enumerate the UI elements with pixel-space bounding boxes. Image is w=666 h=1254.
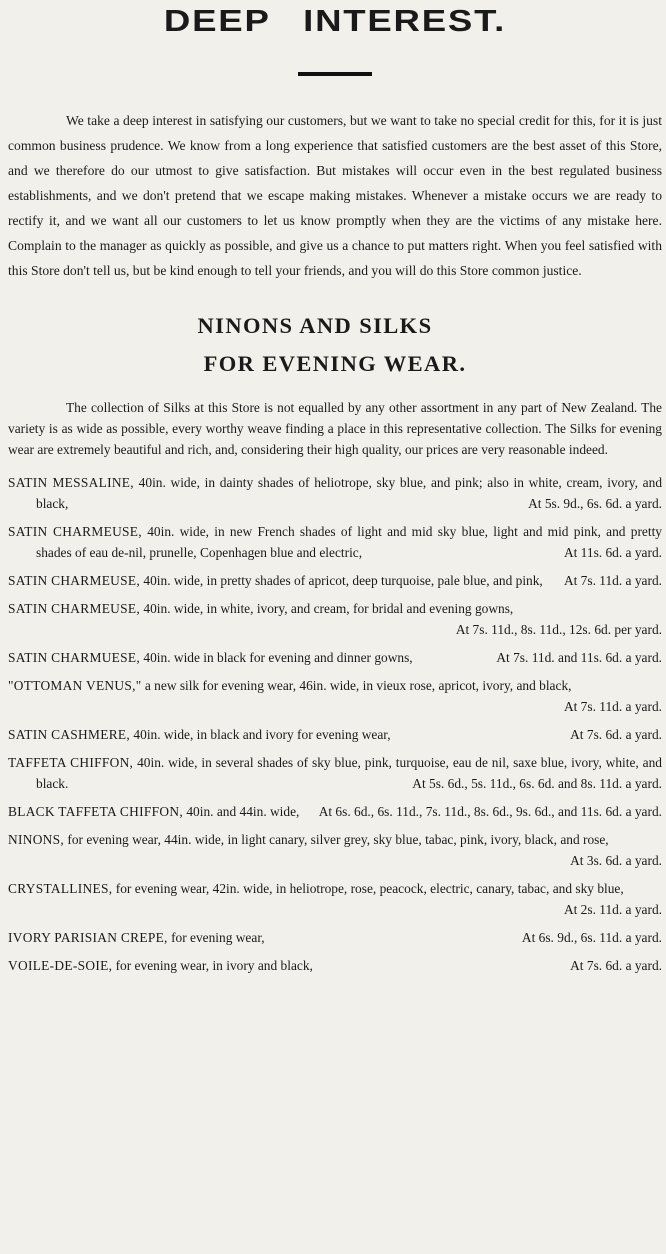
section-title-line1: NINONS AND SILKS [197,313,433,338]
item-description: 40in. wide, in black and ivory for evening wear, [133,727,391,742]
item-description: 40in. wide in black for evening and dinner gowns, [143,650,413,665]
item-description: 40in. wide, in white, ivory, and cream, for bridal and evening gowns, [143,601,514,616]
item-description: 40in. wide, in dainty shades of heliotrope, sky blue, and pink; also in white, cream, ivory, and black, [36,475,663,511]
collection-paragraph: The collection of Silks at this Store is not equalled by any other assortment in any part of New Zealand. The variety is as wide as possible, every worthy weave finding a place in this representative collection. The Silks for evening wear are extremely beautiful and rich, and, considering their high quality, our prices are very reasonable indeed. [8,400,662,457]
item-price: At 3s. 6d. a yard. [570,853,662,868]
list-item [8,647,662,668]
item-name: SATIN CHARMEUSE, [8,573,141,588]
item-name: SATIN CHARMUESE, [8,650,141,665]
intro-paragraph: We take a deep interest in satisfying our customers, but we want to take no special credit for this, for it is just common business prudence. We know from a long experience that satisfied customers are the best asset of this Store, and we therefore do our utmost to give satisfaction. But mistakes will occur even in the best regulated business establishments, and we don't pretend that we escape making mistakes. Whenever a mistake occurs we are ready to rectify it, and we want all our customers to let us know promptly when they are the victims of any mistake here. Complain to the manager as quickly as possible, and give us a chance to put matters right. When you feel satisfied with this Store don't tell us, but be kind enough to tell your friends, and you will do this Store common justice. [8,113,662,278]
item-description: for evening wear, in ivory and black, [115,958,313,973]
item-price: At 7s. 6d. a yard. [570,958,662,973]
item-price: At 5s. 6d., 5s. 11d., 6s. 6d. and 8s. 11d. a yard. [412,776,662,791]
headline: DEEP INTEREST. [163,3,507,38]
section-title-line2: FOR EVENING WEAR. [203,351,467,376]
list-item [8,724,662,745]
item-name: BLACK TAFFETA CHIFFON, [8,804,183,819]
list-item [8,829,662,871]
item-description: 40in. wide, in pretty shades of apricot, deep turquoise, pale blue, and pink, [143,573,543,588]
list-item [8,570,662,591]
item-name: NINONS, [8,832,65,847]
item-description: for evening wear, [171,930,265,945]
list-item [8,955,662,976]
item-description: for evening wear, 42in. wide, in heliotrope, rose, peacock, electric, canary, tabac, and sky blue, [115,881,624,896]
item-description: 40in. and 44in. wide, [186,804,300,819]
list-item [8,675,662,717]
headline-rule [298,72,372,76]
item-price: At 7s. 11d. and 11s. 6d. a yard. [496,650,662,665]
item-description: 40in. wide, in several shades of sky blue, pink, turquoise, eau de nil, saxe blue, ivory, white, and black. [36,755,662,791]
item-price: At 7s. 11d. a yard. [563,699,662,714]
item-name: SATIN CHARMEUSE, [8,601,141,616]
item-price: At 7s. 11d., 8s. 11d., 12s. 6d. per yard. [455,622,662,637]
list-item [8,927,662,948]
list-item [8,472,662,514]
item-description: for evening wear, 44in. wide, in light canary, silver grey, sky blue, tabac, pink, ivory, black, and rose, [67,832,609,847]
list-item [8,752,662,794]
item-name: SATIN CASHMERE, [8,727,131,742]
list-item [8,521,662,563]
silk-item-list [8,472,662,976]
list-item [8,878,662,920]
item-price: At 7s. 6d. a yard. [570,727,662,742]
list-item [8,801,662,822]
item-price: At 6s. 9d., 6s. 11d. a yard. [521,930,662,945]
item-description: a new silk for evening wear, 46in. wide, in vieux rose, apricot, ivory, and black, [144,678,572,693]
item-price: At 7s. 11d. a yard. [563,573,662,588]
item-name: "OTTOMAN VENUS," [8,678,142,693]
item-price: At 2s. 11d. a yard. [563,902,662,917]
item-price: At 6s. 6d., 6s. 11d., 7s. 11d., 8s. 6d., 9s. 6d., and 11s. 6d. a yard. [318,804,662,819]
item-description: 40in. wide, in new French shades of light and mid sky blue, light and mid pink, and pretty shades of eau de-nil, prunelle, Copenhagen blue and electric, [36,524,662,560]
item-name: VOILE-DE-SOIE, [8,958,113,973]
item-name: CRYSTALLINES, [8,881,113,896]
item-price: At 11s. 6d. a yard. [563,545,662,560]
item-name: SATIN CHARMEUSE, [8,524,142,539]
item-price: At 5s. 9d., 6s. 6d. a yard. [528,496,662,511]
item-name: TAFFETA CHIFFON, [8,755,134,770]
item-name: SATIN MESSALINE, [8,475,134,490]
list-item [8,598,662,640]
item-name: IVORY PARISIAN CREPE, [8,930,168,945]
